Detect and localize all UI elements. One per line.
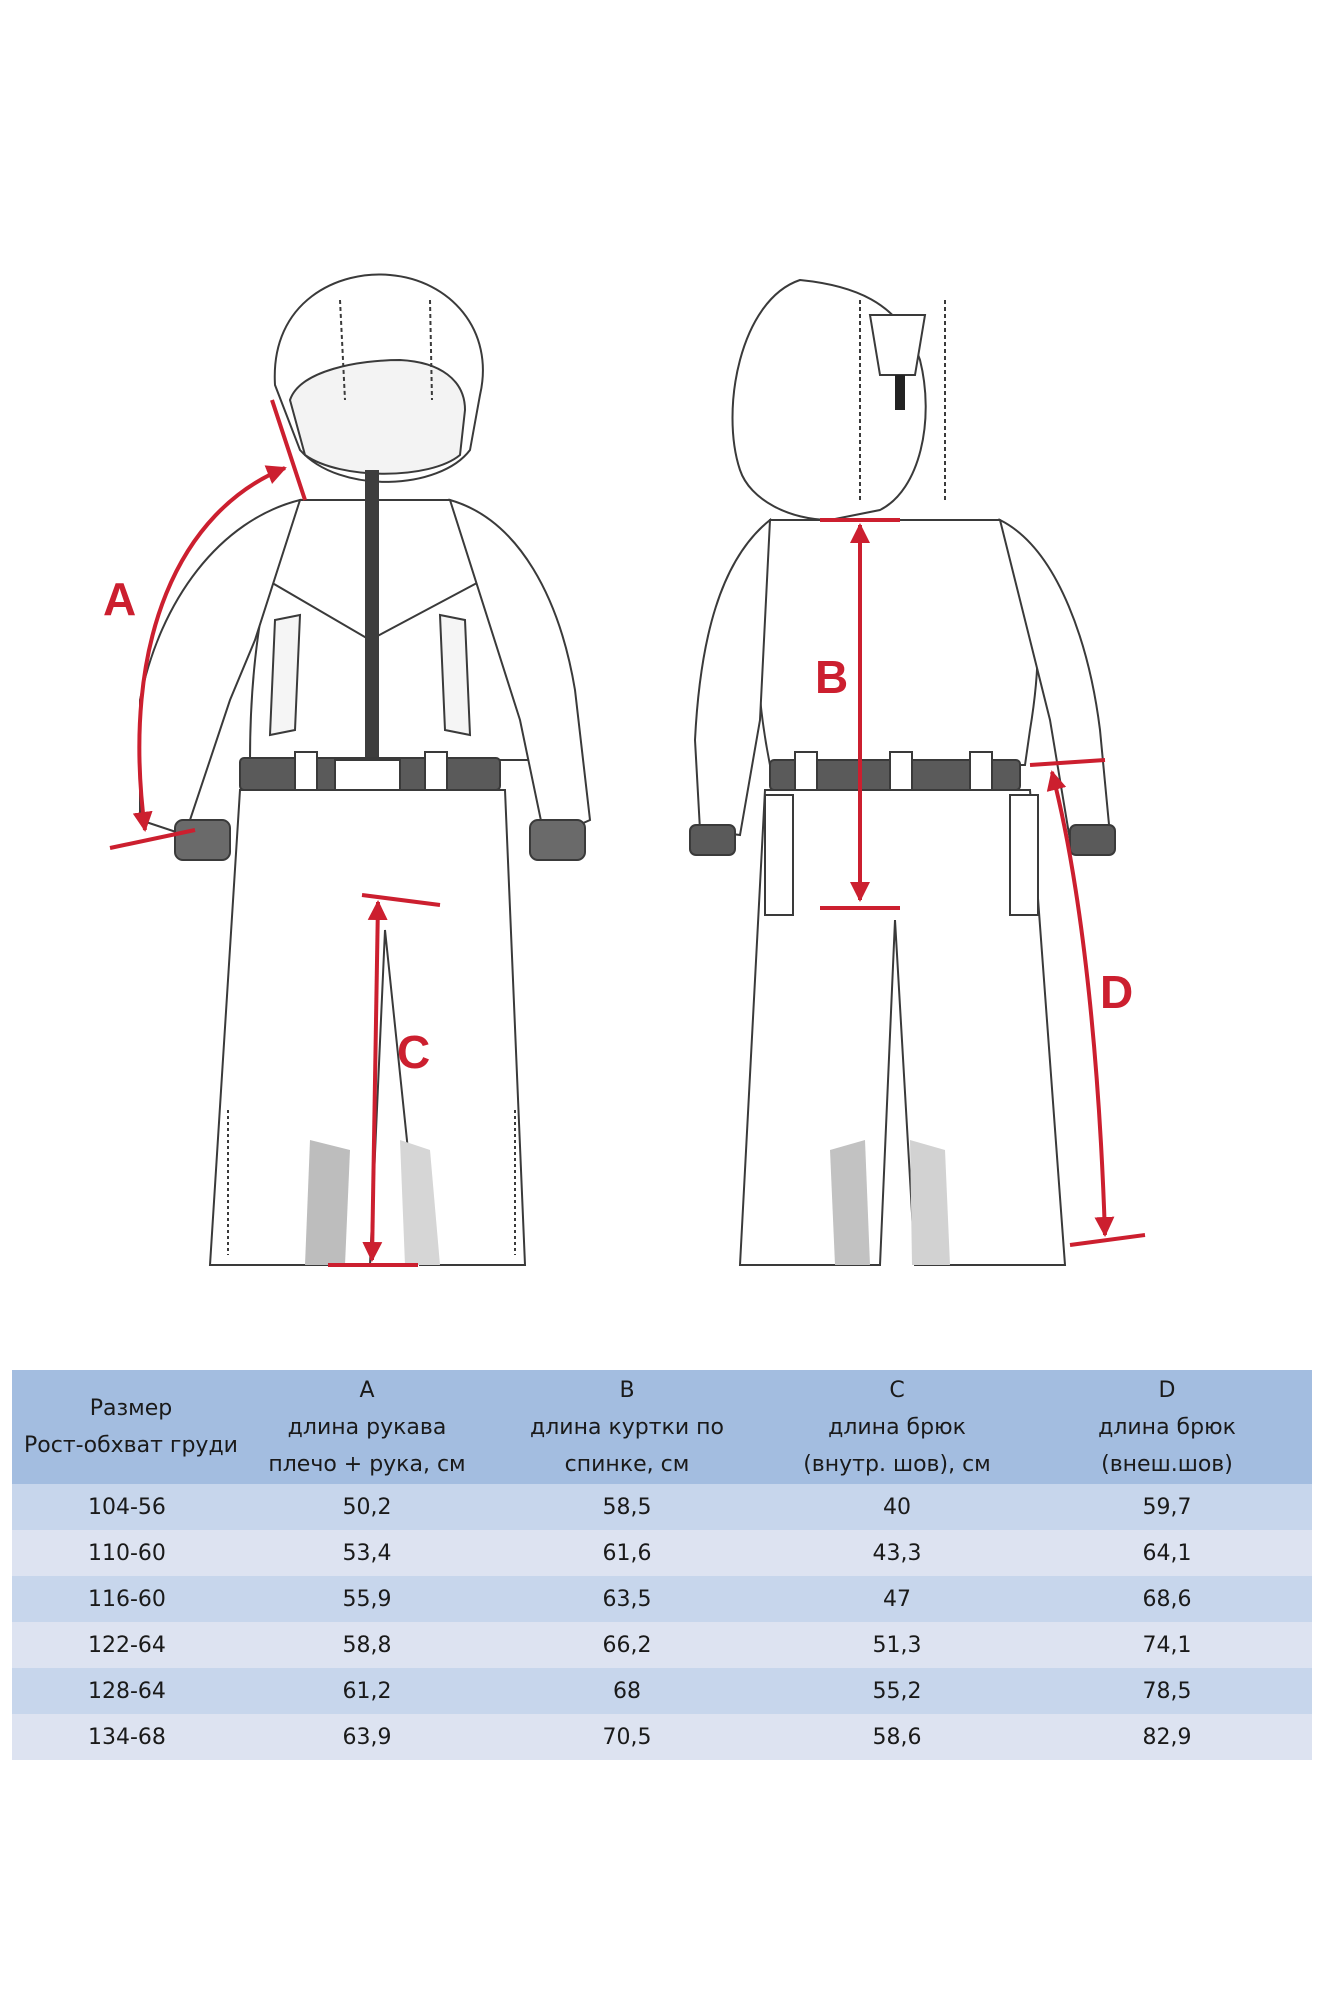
size-cell: 134-68 [12,1714,252,1760]
value-a-cell: 50,2 [252,1484,482,1530]
header-b-line1: длина куртки по [530,1414,724,1440]
header-d [1022,1370,1312,1484]
value-d-cell: 64,1 [1022,1530,1312,1576]
measure-label-d: D [1100,966,1134,1018]
value-a-cell: 55,9 [252,1576,482,1622]
front-view [140,274,590,1265]
value-a-cell: 53,4 [252,1530,482,1576]
header-d-letter: D [1158,1377,1176,1403]
table-row [12,1668,1312,1714]
value-c-cell: 40 [772,1484,1022,1530]
header-size [12,1370,252,1484]
table-header-row [12,1370,1312,1484]
header-c-line2: (внутр. шов), см [803,1451,991,1477]
value-a-cell: 61,2 [252,1668,482,1714]
size-cell: 122-64 [12,1622,252,1668]
table-row [12,1484,1312,1530]
table-row [12,1576,1312,1622]
table-row [12,1530,1312,1576]
header-d-line2: (внеш.шов) [1101,1451,1233,1477]
value-b-cell: 70,5 [482,1714,772,1760]
header-a-line2: плечо + рука, см [268,1451,466,1477]
size-cell: 110-60 [12,1530,252,1576]
size-cell: 128-64 [12,1668,252,1714]
value-b-cell: 68 [482,1668,772,1714]
value-c-cell: 55,2 [772,1668,1022,1714]
value-d-cell: 78,5 [1022,1668,1312,1714]
value-b-cell: 66,2 [482,1622,772,1668]
value-b-cell: 63,5 [482,1576,772,1622]
measure-label-b: B [815,651,849,703]
header-c [772,1370,1022,1484]
header-a [252,1370,482,1484]
measure-label-c: C [397,1026,431,1078]
header-a-line1: длина рукава [287,1414,447,1440]
header-a-letter: A [359,1377,375,1403]
table-row [12,1714,1312,1760]
table-row [12,1622,1312,1668]
header-b [482,1370,772,1484]
header-b-letter: B [619,1377,635,1403]
size-cell: 116-60 [12,1576,252,1622]
size-chart-table [12,1370,1312,1760]
header-size-line2: Рост-обхват груди [24,1433,238,1458]
value-d-cell: 74,1 [1022,1622,1312,1668]
header-c-line1: длина брюк [828,1414,966,1440]
value-d-cell: 68,6 [1022,1576,1312,1622]
header-d-line1: длина брюк [1098,1414,1236,1440]
value-b-cell: 61,6 [482,1530,772,1576]
size-cell: 104-56 [12,1484,252,1530]
value-d-cell: 82,9 [1022,1714,1312,1760]
header-b-line2: спинке, см [564,1451,690,1477]
value-c-cell: 43,3 [772,1530,1022,1576]
value-a-cell: 58,8 [252,1622,482,1668]
value-c-cell: 58,6 [772,1714,1022,1760]
value-b-cell: 58,5 [482,1484,772,1530]
value-c-cell: 51,3 [772,1622,1022,1668]
header-c-letter: C [889,1377,905,1403]
header-size-line1: Размер [89,1396,173,1421]
value-c-cell: 47 [772,1576,1022,1622]
value-d-cell: 59,7 [1022,1484,1312,1530]
measure-label-a: A [103,573,137,625]
value-a-cell: 63,9 [252,1714,482,1760]
